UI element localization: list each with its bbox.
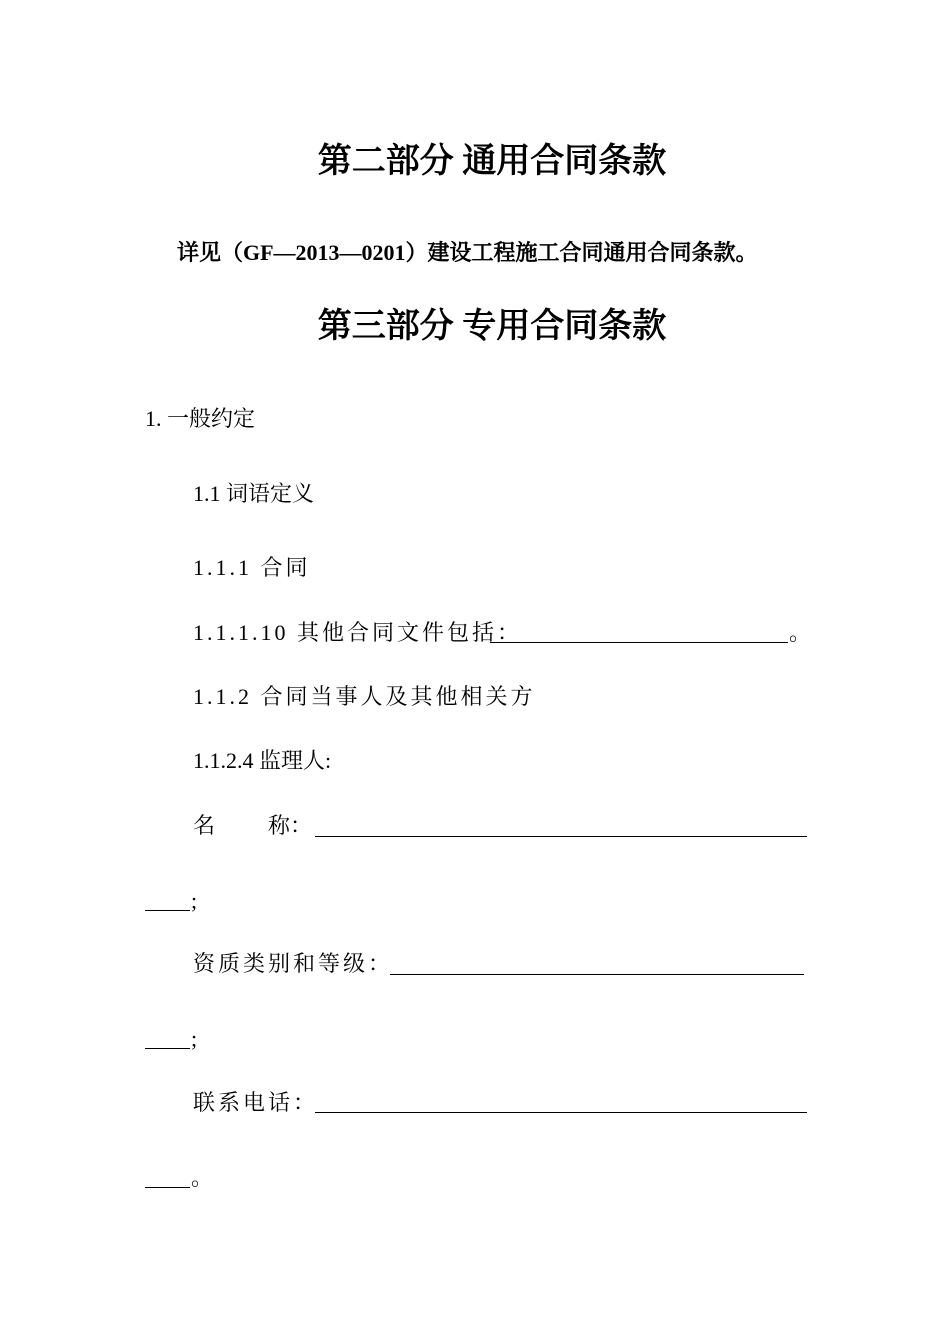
supervisor-qualification-blank[interactable] <box>390 974 804 975</box>
part3-title: 第三部分 专用合同条款 <box>317 308 667 345</box>
supervisor-qualification-blank-cont[interactable] <box>145 1048 190 1049</box>
section-1-1-2-4-heading: 1.1.2.4 监理人: <box>193 748 332 773</box>
section-1-1-2-heading: 1.1.2 合同当事人及其他相关方 <box>193 684 536 709</box>
section-1-1-heading: 1.1 词语定义 <box>193 481 315 506</box>
supervisor-phone-end: 。 <box>191 1165 214 1190</box>
section-1-1-1-heading: 1.1.1 合同 <box>193 555 311 580</box>
supervisor-name-blank[interactable] <box>315 836 807 837</box>
supervisor-qualification-end: ; <box>191 1026 198 1051</box>
section-1-heading: 1. 一般约定 <box>145 406 256 431</box>
supervisor-qualification-label: 资质类别和等级： <box>193 951 394 976</box>
section-1-1-1-10-label: 1.1.1.10 其他合同文件包括： <box>193 620 523 645</box>
other-documents-blank[interactable] <box>490 642 788 643</box>
part2-title: 第二部分 通用合同条款 <box>317 143 667 180</box>
supervisor-name-label-b: 称： <box>268 813 313 838</box>
supervisor-phone-label: 联系电话： <box>193 1090 319 1115</box>
supervisor-name-end: ; <box>191 888 198 913</box>
other-documents-end: 。 <box>789 620 812 645</box>
supervisor-phone-blank[interactable] <box>315 1112 807 1113</box>
supervisor-name-blank-cont[interactable] <box>145 910 190 911</box>
supervisor-phone-blank-cont[interactable] <box>145 1187 190 1188</box>
supervisor-name-label-a: 名 <box>193 813 216 838</box>
part2-note: 详见（GF—2013—0201）建设工程施工合同通用合同条款。 <box>177 240 758 265</box>
